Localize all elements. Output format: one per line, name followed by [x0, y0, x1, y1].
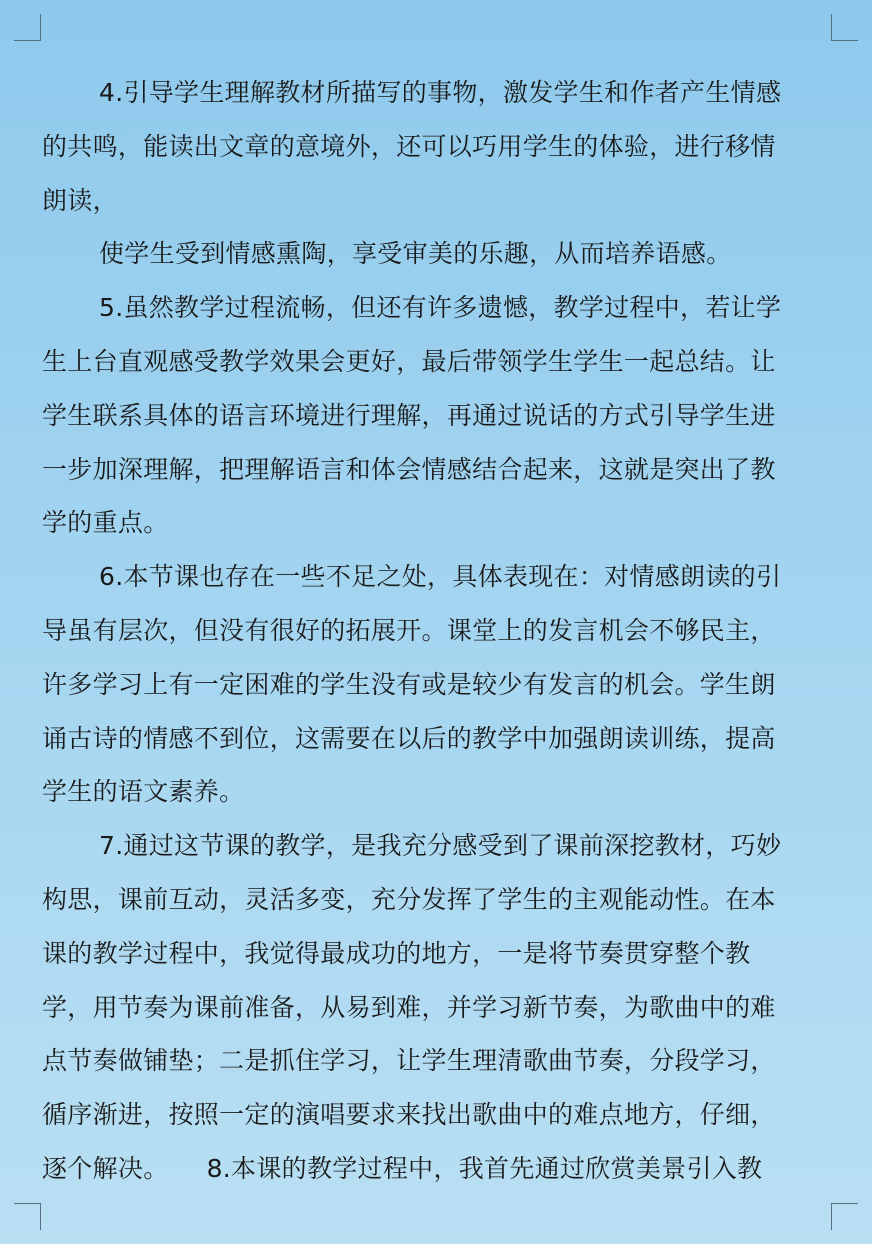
text-line: 4.引导学生理解教材所描写的事物，激发学生和作者产生情感	[99, 78, 782, 107]
document-body	[42, 66, 838, 1196]
text-line: 使学生受到情感熏陶，享受审美的乐趣，从而培养语感。	[99, 239, 732, 269]
text-line: 6.本节课也存在一些不足之处，具体表现在：对情感朗读的引	[99, 562, 782, 592]
text-line: 学生联系具体的语言环境进行理解，再通过说话的方式引导学生进	[42, 400, 776, 430]
text-line: 朗读，	[42, 185, 118, 215]
crop-mark-top-left	[14, 14, 41, 41]
crop-mark-top-right	[831, 14, 858, 41]
text-line: 7.通过这节课的教学，是我充分感受到了课前深挖教材，巧妙	[99, 831, 782, 861]
text-line: 5.虽然教学过程流畅，但还有许多遗憾，教学过程中，若让学	[99, 293, 782, 323]
text-line: 学的重点。	[42, 508, 169, 538]
text-line: 导虽有层次，但没有很好的拓展开。课堂上的发言机会不够民主，	[42, 615, 776, 645]
crop-mark-bottom-left	[14, 1203, 41, 1230]
text-line: 的共鸣，能读出文章的意境外，还可以巧用学生的体验，进行移情	[42, 131, 776, 161]
crop-mark-bottom-right	[831, 1203, 858, 1230]
text-line: 循序渐进，按照一定的演唱要求来找出歌曲中的难点地方，仔细，	[42, 1100, 776, 1130]
text-line: 许多学习上有一定困难的学生没有或是较少有发言的机会。学生朗	[42, 669, 776, 699]
text-line: 逐个解决。 8.本课的教学过程中，我首先通过欣赏美景引入教	[42, 1153, 763, 1183]
text-line: 学生的语文素养。	[42, 777, 245, 807]
text-line: 学，用节奏为课前准备，从易到难，并学习新节奏，为歌曲中的难	[42, 992, 776, 1022]
text-line: 构思，课前互动，灵活多变，充分发挥了学生的主观能动性。在本	[42, 884, 776, 914]
text-line: 点节奏做铺垫；二是抓住学习，让学生理清歌曲节奏，分段学习，	[42, 1046, 776, 1076]
text-line: 一步加深理解，把理解语言和体会情感结合起来，这就是突出了教	[42, 454, 776, 484]
text-line: 课的教学过程中，我觉得最成功的地方，一是将节奏贯穿整个教	[42, 938, 751, 968]
text-line: 诵古诗的情感不到位，这需要在以后的教学中加强朗读训练，提高	[42, 723, 776, 753]
text-line: 生上台直观感受教学效果会更好，最后带领学生学生一起总结。让	[42, 346, 776, 376]
